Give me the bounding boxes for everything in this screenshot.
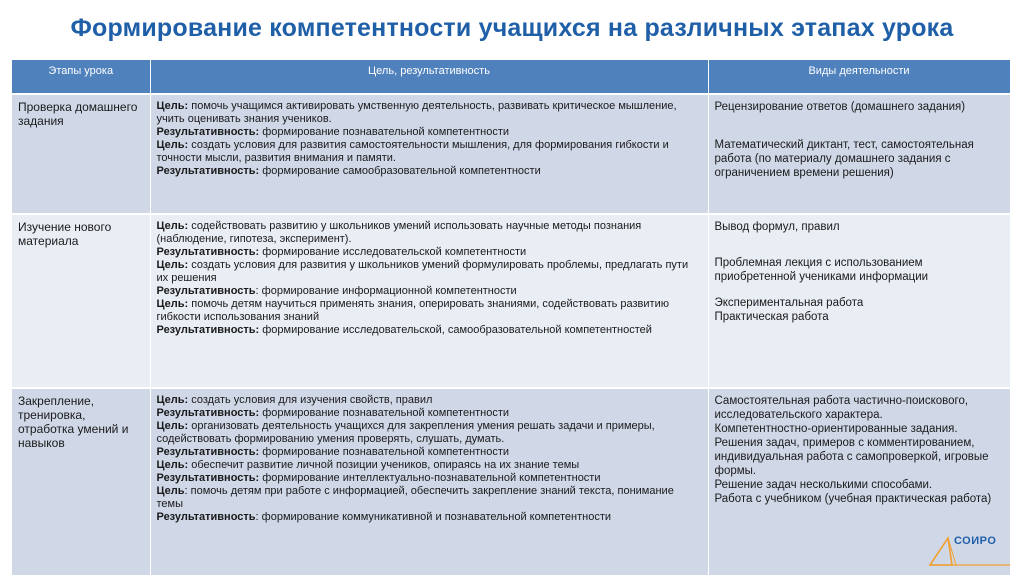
- goal-label: Результативность:: [156, 446, 260, 458]
- goal-text: организовать деятельность учащихся для закрепления умения решать задачи и примеры, содействовать формированию умения проверять, слушать, думать.: [156, 420, 655, 445]
- goal-line: [157, 324, 702, 337]
- goal-label: Результативность:: [156, 126, 260, 138]
- goal-label: Результативность:: [156, 246, 260, 258]
- goal-line: [157, 485, 702, 511]
- goal-text: помочь учащимся активировать умственную деятельность, развивать критическое мышление, учить оценивать знания учеников.: [156, 100, 677, 125]
- goal-text: формирование исследовательской компетентности: [259, 246, 527, 258]
- goal-label: Результативность:: [156, 472, 260, 484]
- goal-text: создать условия для развития у школьников умений формулировать проблемы, предлагать пути их решения: [156, 259, 689, 284]
- goal-label: Цель:: [156, 100, 189, 112]
- activity-item: Экспериментальная работа: [714, 297, 864, 309]
- goal-text: формирование познавательной компетентности: [259, 407, 510, 419]
- goal-line: [157, 446, 702, 459]
- goal-line: [157, 259, 702, 285]
- stage-cell: Закрепление, тренировка, отработка умений и навыков: [12, 388, 150, 575]
- table-row: [12, 214, 1010, 388]
- goal-cell: [150, 214, 708, 388]
- goal-label: Цель:: [156, 420, 189, 432]
- goal-label: Результативность: [156, 285, 256, 297]
- goal-label: Цель:: [156, 139, 189, 151]
- activities-cell: [708, 94, 1010, 214]
- goal-label: Цель:: [156, 259, 189, 271]
- soiro-logo: [926, 532, 1012, 568]
- goal-line: [157, 420, 702, 446]
- table-header-row: [12, 60, 1010, 94]
- goal-label: Цель: [156, 485, 185, 497]
- goal-text: : помочь детям при работе с информацией, обеспечить закрепление знаний текста, понимание темы: [156, 485, 674, 510]
- goal-text: создать условия для развития самостоятельности мышления, для формирования гибкости и точности мысли, развития внимания и памяти.: [156, 139, 669, 164]
- competence-table: [12, 60, 1011, 575]
- goal-text: обеспечит развитие личной позиции учеников, опираясь на их знание темы: [188, 459, 580, 471]
- goal-line: [157, 126, 702, 139]
- goal-text: формирование познавательной компетентности: [259, 446, 510, 458]
- goal-text: помочь детям научиться применять знания, оперировать знаниями, содействовать развитию гибкости использования знаний: [156, 298, 669, 323]
- goal-text: формирование самообразовательной компетентности: [259, 165, 541, 177]
- activity-item: Практическая работа: [714, 311, 829, 323]
- activity-item: Компетентностно-ориентированные задания.: [714, 423, 958, 435]
- table-row: [12, 388, 1010, 575]
- goal-text: содействовать развитию у школьников умений использовать научные методы познания (наблюдение, гипотеза, эксперимент).: [156, 220, 642, 245]
- goal-line: [157, 394, 702, 407]
- activity-item: Математический диктант, тест, самостоятельная работа (по материалу домашнего задания с ограничением времени решения): [714, 139, 974, 179]
- goal-cell: [150, 388, 708, 575]
- goal-text: формирование интеллектуально-познавательной компетентности: [259, 472, 601, 484]
- goal-line: [157, 472, 702, 485]
- goal-line: [157, 459, 702, 472]
- goal-text: создать условия для изучения свойств, правил: [188, 394, 433, 406]
- activity-item: Рецензирование ответов (домашнего задания): [714, 101, 966, 113]
- goal-line: [157, 511, 702, 524]
- activity-item: Проблемная лекция с использованием приобретенной учениками информации: [714, 257, 929, 283]
- activity-item: Вывод формул, правил: [714, 221, 840, 233]
- page-title: Формирование компетентности учащихся на различных этапах урока: [70, 14, 954, 42]
- stage-cell: Проверка домашнего задания: [12, 94, 150, 214]
- activities-cell: [708, 214, 1010, 388]
- goal-line: [157, 298, 702, 324]
- goal-label: Цель:: [156, 459, 189, 471]
- column-header-goal: Цель, результативность: [150, 60, 708, 94]
- goal-text: формирование исследовательской, самообразовательной компетентностей: [259, 324, 652, 336]
- goal-label: Результативность:: [156, 165, 260, 177]
- goal-text: : формирование коммуникативной и познавательной компетентности: [255, 511, 612, 523]
- goal-label: Результативность:: [156, 324, 260, 336]
- activity-item: Самостоятельная работа частично-поискового, исследовательского характера.: [714, 395, 969, 421]
- table-row: [12, 94, 1010, 214]
- activity-item: Решения задач, примеров с комментированием, индивидуальная работа с самопроверкой, игровые формы.: [714, 437, 989, 477]
- column-header-stage: Этапы урока: [12, 60, 150, 94]
- goal-label: Цель:: [156, 394, 189, 406]
- goal-line: [157, 407, 702, 420]
- goal-line: [157, 246, 702, 259]
- goal-line: [157, 220, 702, 246]
- goal-line: [157, 285, 702, 298]
- goal-line: [157, 139, 702, 165]
- goal-text: : формирование информационной компетентности: [255, 285, 517, 297]
- stage-cell: Изучение нового материала: [12, 214, 150, 388]
- goal-cell: [150, 94, 708, 214]
- goal-line: [157, 165, 702, 178]
- goal-label: Результативность:: [156, 407, 260, 419]
- goal-text: формирование познавательной компетентности: [259, 126, 510, 138]
- activity-item: Работа с учебником (учебная практическая работа): [714, 493, 992, 505]
- logo-text: СОИРО: [954, 535, 997, 547]
- goal-label: Цель:: [156, 220, 189, 232]
- goal-label: Цель:: [156, 298, 189, 310]
- goal-label: Результативность: [156, 511, 256, 523]
- column-header-activities: Виды деятельности: [708, 60, 1010, 94]
- goal-line: [157, 100, 702, 126]
- activity-item: Решение задач несколькими способами.: [714, 479, 933, 491]
